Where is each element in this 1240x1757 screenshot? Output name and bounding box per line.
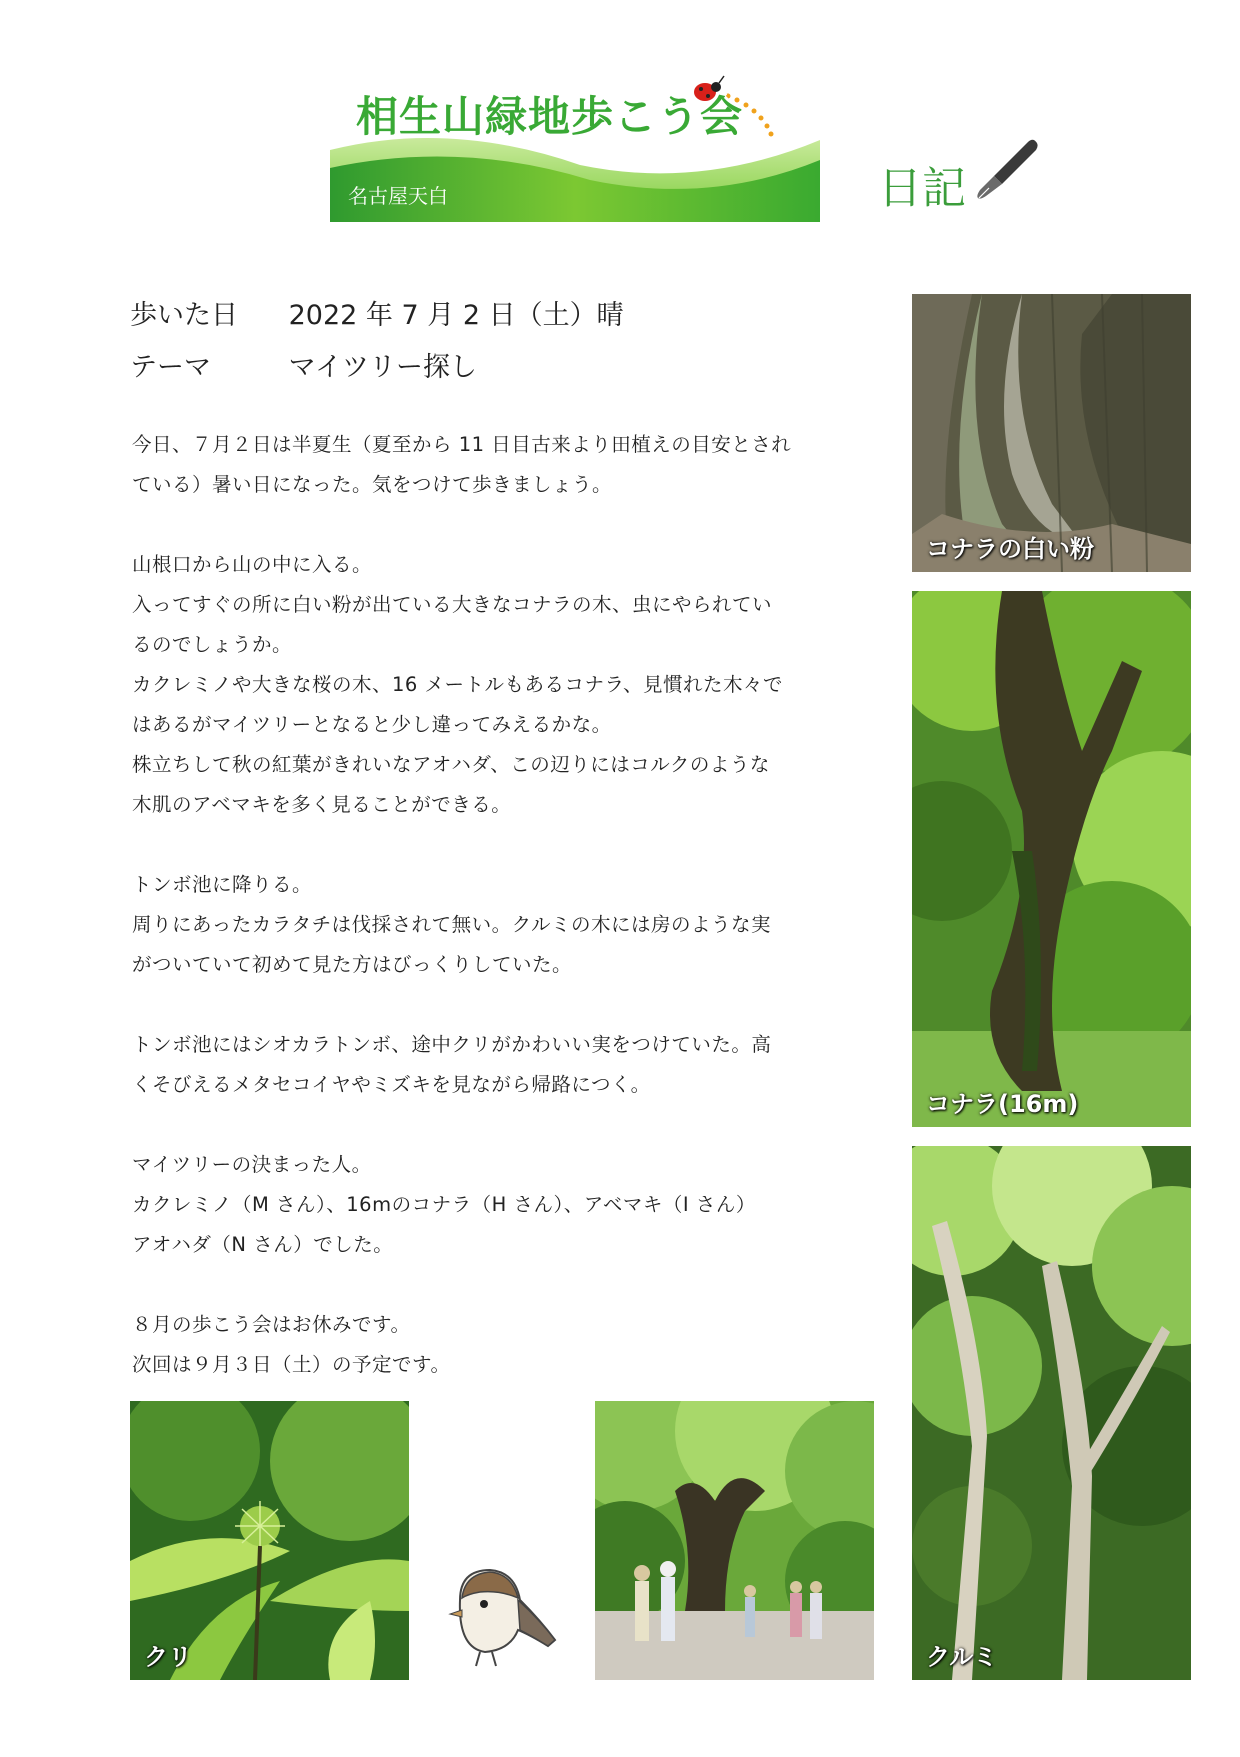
photo-caption: コナラの白い粉 [926, 535, 1094, 563]
paragraph [132, 1145, 892, 1265]
photo-kurumi [912, 1146, 1191, 1680]
photo-caption: クルミ [926, 1643, 998, 1671]
paragraph [132, 545, 892, 825]
club-subtitle: 名古屋天白 [348, 184, 448, 208]
theme-label: テーマ [130, 352, 211, 383]
text-line: トンボ池にはシオカラトンボ、途中クリがかわいい実をつけていた。高 [132, 1033, 772, 1056]
text-line: はあるがマイツリーとなると少し違ってみえるかな。 [132, 713, 612, 736]
photo-kuri [130, 1401, 409, 1680]
text-line: 周りにあったカラタチは伐採されて無い。クルミの木には房のような実 [132, 913, 772, 936]
walk-date-line [130, 293, 624, 332]
theme-line [130, 345, 477, 384]
paragraph [132, 425, 892, 505]
text-line: アオハダ（N さん）でした。 [132, 1233, 394, 1256]
club-logo [330, 70, 820, 222]
photo-konara-powder [912, 294, 1191, 572]
diary-label: 日記 [878, 163, 966, 214]
text-line: ８月の歩こう会はお休みです。 [132, 1313, 411, 1336]
photo-caption: クリ [144, 1643, 192, 1671]
photo-caption: コナラ(16m) [926, 1090, 1079, 1118]
diary-body [132, 425, 892, 1425]
text-line: マイツリーの決まった人。 [132, 1153, 372, 1176]
sparrow-illustration [440, 1560, 560, 1670]
text-line: 株立ちして秋の紅葉がきれいなアオハダ、この辺りにはコルクのような [132, 753, 770, 776]
text-line: 木肌のアベマキを多く見ることができる。 [132, 793, 512, 816]
text-line: トンボ池に降りる。 [132, 873, 313, 896]
paragraph [132, 865, 892, 985]
text-line: 山根口から山の中に入る。 [132, 553, 373, 576]
paragraph [132, 1025, 892, 1105]
walk-date-value: 2022 年 7 月 2 日（土）晴 [288, 300, 624, 331]
text-line: ている）暑い日になった。気をつけて歩きましょう。 [132, 473, 613, 496]
walk-date-label: 歩いた日 [130, 300, 238, 331]
text-line: 今日、７月２日は半夏生（夏至から 11 日目古来より田植えの目安とされ [132, 433, 792, 456]
photo-konara-16m [912, 591, 1191, 1127]
club-title: 相生山緑地歩こう会 [356, 92, 744, 141]
fountain-pen-icon [972, 136, 1042, 206]
photo-group-walk [595, 1401, 874, 1680]
text-line: カクレミノ（M さん）、16mのコナラ（H さん）、アベマキ（I さん） [132, 1193, 756, 1216]
theme-value: マイツリー探し [288, 352, 478, 383]
text-line: がついていて初めて見た方はびっくりしていた。 [132, 953, 573, 976]
text-line: カクレミノや大きな桜の木、16 メートルもあるコナラ、見慣れた木々で [132, 673, 783, 696]
paragraph [132, 1305, 892, 1385]
text-line: 入ってすぐの所に白い粉が出ている大きなコナラの木、虫にやられてい [132, 593, 773, 616]
text-line: 次回は９月３日（土）の予定です。 [132, 1353, 451, 1376]
text-line: るのでしょうか。 [132, 633, 293, 656]
text-line: くそびえるメタセコイヤやミズキを見ながら帰路につく。 [132, 1073, 651, 1096]
